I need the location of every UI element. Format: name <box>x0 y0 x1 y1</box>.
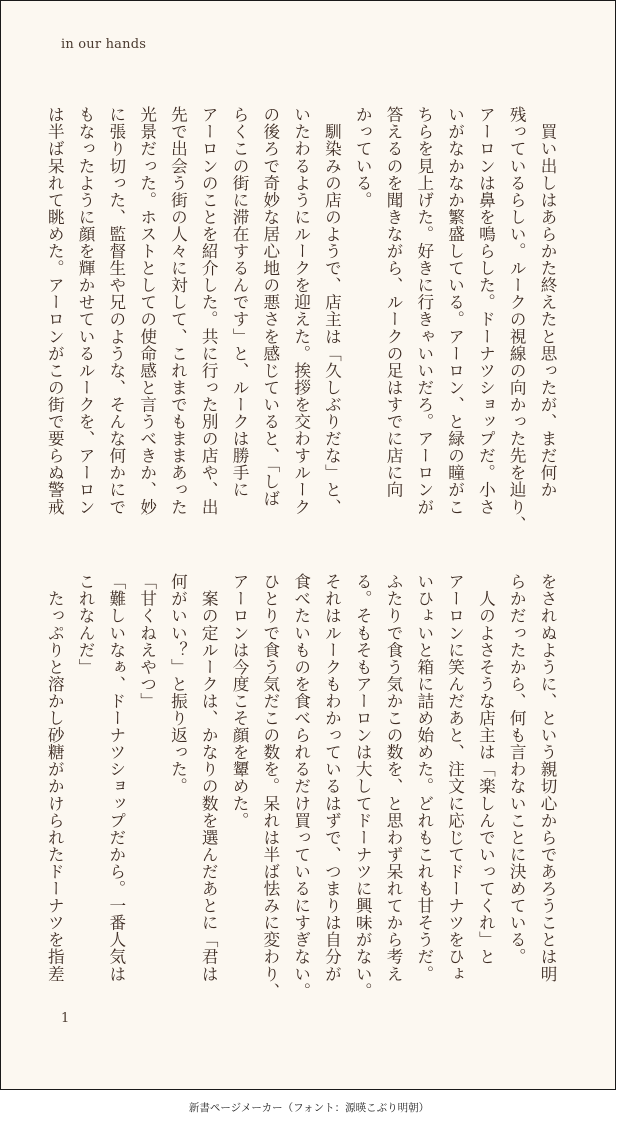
text-column: の後ろで奇妙な居心地の悪さを感じていると、「しば <box>260 106 280 507</box>
text-column: アーロンは今度こそ顔を顰めた。 <box>230 573 250 829</box>
lower-text-block <box>45 573 562 1000</box>
text-column: 先で出会う街の人々に対して、これまでもままあった <box>168 106 188 516</box>
text-column: アーロンに笑んだあと、注文に応じてドーナツをひょ <box>445 573 465 983</box>
text-column: をされぬように、という親切心からであろうことは明 <box>538 573 557 983</box>
text-column: 人のよさそうな店主は「楽しんでいってくれ」と <box>476 573 496 966</box>
page-number: 1 <box>61 1011 70 1026</box>
text-column: たっぷりと溶かし砂糖がかけられたドーナツを指差 <box>45 573 65 983</box>
text-column: ひとりで食う気だこの数を。呆れは半ば怯みに変わり、 <box>260 573 280 1000</box>
text-column: 答えるのを聞きながら、ルークの足はすでに店に向 <box>384 106 404 499</box>
text-column: いがなかなか繁盛している。アーロン、と緑の瞳がこ <box>445 106 465 516</box>
text-column: 買い出しはあらかた終えたと思ったが、まだ何か <box>538 106 557 499</box>
text-column: ちらを見上げた。好きに行きゃいいだろ。アーロンが <box>414 106 434 516</box>
text-column: 馴染みの店のようで、店主は「久しぶりだな」と、 <box>322 106 342 516</box>
text-column: る。そもそもアーロンは大してドーナツに興味がない。 <box>353 573 373 1000</box>
text-column: かっている。 <box>353 106 373 209</box>
text-column: これなんだ」 <box>76 573 96 676</box>
text-column: 案の定ルークは、かなりの数を選んだあとに「君は <box>199 573 219 983</box>
text-column: に張り切った、監督生や兄のような、そんな何かにで <box>106 106 126 516</box>
text-column: らかだったから、何も言わないことに決めている。 <box>507 573 527 966</box>
text-column: は半ば呆れて眺めた。アーロンがこの街で要らぬ警戒 <box>45 106 65 516</box>
text-column: ふたりで食う気かこの数を、と思わず呆れてから考え <box>384 573 404 983</box>
upper-text-block <box>45 106 562 533</box>
text-column: いたわるようにルークを迎えた。挨拶を交わすルーク <box>291 106 311 516</box>
text-column: もなったように顔を輝かせているルークを、アーロン <box>76 106 96 516</box>
text-column: 「難しいなぁ、ドーナツショップだから。一番人気は <box>106 573 126 983</box>
text-column: いひょいと箱に詰め始めた。どれもこれも甘そうだ。 <box>414 573 434 983</box>
text-column: アーロンのことを紹介した。共に行った別の店や、出 <box>199 106 219 516</box>
text-column: アーロンは鼻を鳴らした。ドーナツショップだ。小さ <box>476 106 496 516</box>
text-column: らくこの街に滞在するんです」と、ルークは勝手に <box>230 106 250 499</box>
book-title: in our hands <box>61 37 147 52</box>
text-column: 何がいい？」と振り返った。 <box>168 573 188 795</box>
text-column: 食べたいものを食べられるだけ買っているにすぎない。 <box>291 573 311 1000</box>
footer-caption: 新書ページメーカー（フォント：源暎こぶり明朝） <box>188 1102 430 1114</box>
text-column: 残っているらしい。ルークの視線の向かった先を辿り、 <box>507 106 527 533</box>
text-column: それはルークもわかっているはずで、つまりは自分が <box>322 573 342 983</box>
text-column: 光景だった。ホストとしての使命感と言うべきか、妙 <box>137 106 157 516</box>
text-column: 「甘くねえやつ」 <box>137 573 157 710</box>
